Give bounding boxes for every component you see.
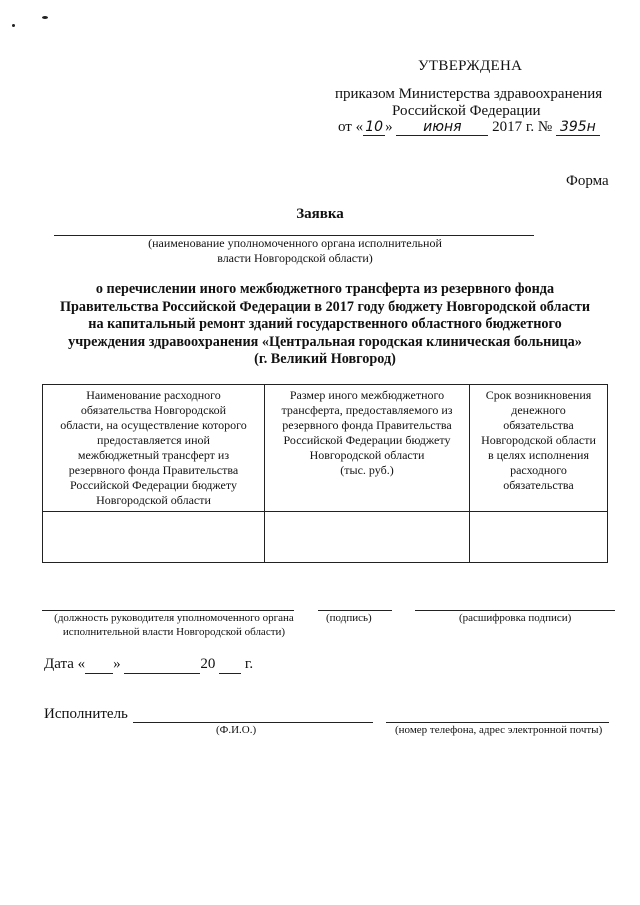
document-title: Заявка [296,206,344,222]
order-reference [338,119,600,136]
caption-line: (должность руководителя уполномоченного органа [54,612,294,624]
header-text-line: обязательства [503,418,574,432]
subject-line: на капитальный ремонт зданий государственного областного бюджетного [88,316,562,332]
order-authority-line1: приказом Министерства здравоохранения [335,86,603,102]
caption-line: исполнительной власти Новгородской области) [62,626,286,638]
scan-speck [42,16,48,19]
authority-name-caption [130,236,460,266]
header-text-line: Новгородской области [309,448,425,462]
header-text-line: Срок возникновения [485,388,592,402]
header-text-line: в целях исполнения [487,448,590,462]
header-text-line: обязательства [503,478,574,492]
signature-caption: (подпись) [326,612,372,624]
order-month: июня [396,119,488,136]
order-quote-close: » [385,119,393,135]
header-text-line: Наименование расходного [86,388,221,402]
caption-line: (наименование уполномоченного органа исполнительной [148,236,442,250]
date-day-field[interactable] [85,656,113,674]
header-text-line: предоставляется иной [97,433,210,447]
header-text-line: денежного [511,403,566,417]
header-text-line: Новгородской области [481,433,596,447]
request-subject [30,281,620,369]
header-text-line: области, на осуществление которого [60,418,247,432]
order-year: 2017 г. № [492,119,553,135]
date-quote-close: » [113,656,121,672]
order-authority-line2: Российской Федерации [392,103,541,119]
subject-line: учреждения здравоохранения «Центральная городская клиническая больница» [68,333,582,350]
subject-line: (г. Великий Новгород) [254,351,396,367]
decoding-caption: (расшифровка подписи) [459,612,572,624]
date-suffix: г. [244,656,254,672]
date-month-field[interactable] [124,656,200,674]
header-cell-amount [265,385,470,512]
order-number: 395н [556,119,600,136]
header-text-line: расходного [510,463,567,477]
executor-fio-caption: (Ф.И.О.) [216,724,257,736]
executor-contact-caption: (номер телефона, адрес электронной почты) [395,724,603,736]
scan-speck [12,24,15,27]
header-text-line: резервного фонда Правительства [282,418,452,432]
header-text-line: резервного фонда Правительства [68,463,239,477]
header-cell-obligation [43,385,265,512]
caption-line: власти Новгородской области) [217,251,373,265]
header-text-line: обязательства Новгородской [80,403,227,417]
position-caption [44,611,304,639]
date-year-field[interactable] [219,656,241,674]
date-label: Дата « [44,656,86,672]
header-text-line: Новгородской области [96,493,211,507]
transfer-table [42,384,608,563]
date-year-prefix: 20 [200,656,216,672]
header-text-line: Российской Федерации бюджету [70,478,237,492]
subject-line: Правительства Российской Федерации в 2017 году бюджету Новгородской области [59,298,591,315]
header-cell-deadline [470,385,608,512]
date-line [44,656,253,674]
input-cell-deadline[interactable] [470,512,608,563]
executor-label: Исполнитель [44,706,128,722]
header-text-line: (тыс. руб.) [340,463,394,477]
form-label: Форма [566,173,609,189]
header-text-line: межбюджетный трансферт из [77,448,230,462]
order-day: 10 [363,119,385,136]
order-from-label: от « [338,119,364,135]
input-cell-amount[interactable] [265,512,470,563]
table-header-row [43,385,608,512]
header-text-line: Размер иного межбюджетного [289,388,445,402]
input-cell-obligation[interactable] [43,512,265,563]
subject-line: о перечислении иного межбюджетного трансферта из резервного фонда [95,281,555,297]
approved-stamp: УТВЕРЖДЕНА [418,58,523,74]
header-text-line: трансферта, предоставляемого из [281,403,453,417]
table-row [43,512,608,563]
header-text-line: Российской Федерации бюджету [283,433,451,447]
